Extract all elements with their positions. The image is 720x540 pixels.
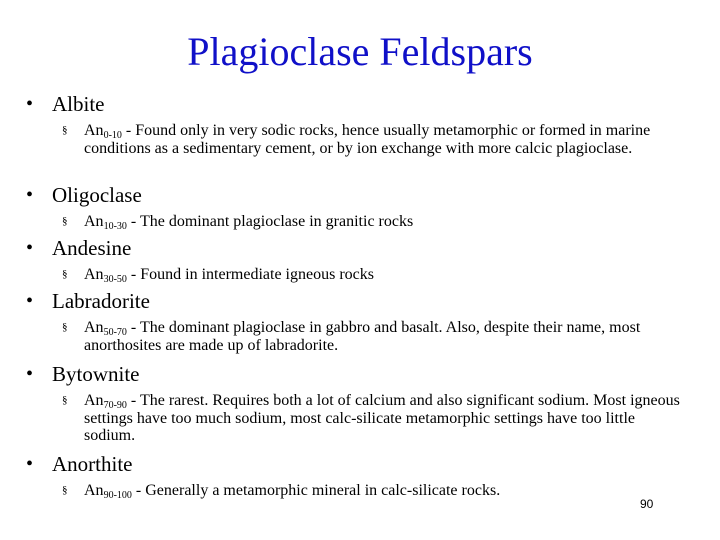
square-bullet-icon: § <box>62 394 68 406</box>
mineral-name: Anorthite <box>52 452 133 476</box>
bullet-icon: • <box>26 93 34 115</box>
bullet-icon: • <box>26 453 34 475</box>
square-bullet-icon: § <box>62 268 68 280</box>
list-item-bytownite <box>26 362 696 445</box>
an-prefix: An <box>84 319 104 336</box>
square-bullet-icon: § <box>62 484 68 496</box>
square-bullet-icon: § <box>62 321 68 333</box>
mineral-name: Albite <box>52 92 105 116</box>
bullet-icon: • <box>26 184 34 206</box>
square-bullet-icon: § <box>62 215 68 227</box>
an-prefix: An <box>84 482 104 499</box>
an-range: 90-100 <box>103 490 132 501</box>
mineral-description: - The rarest. Requires both a lot of calcium and also significant sodium. Most igneous settings have too much sodium, most calc-silicate metamorphic settings have too little sodium. <box>84 392 680 444</box>
bullet-icon: • <box>26 237 34 259</box>
an-prefix: An <box>84 392 104 409</box>
an-range: 10-30 <box>103 221 127 232</box>
mineral-description: - Found only in very sodic rocks, hence usually metamorphic or formed in marine conditions as a sedimentary cement, or by ion exchange with more calcic plagioclase. <box>84 122 651 157</box>
an-range: 50-70 <box>103 327 127 338</box>
list-item-andesine <box>26 236 696 284</box>
bullet-icon: • <box>26 290 34 312</box>
mineral-description: - The dominant plagioclase in granitic rocks <box>126 213 414 230</box>
mineral-description: - The dominant plagioclase in gabbro and basalt. Also, despite their name, most anorthosites are made up of labradorite. <box>84 319 641 354</box>
mineral-description: - Generally a metamorphic mineral in calc-silicate rocks. <box>131 482 501 499</box>
list-item-labradorite <box>26 289 696 354</box>
mineral-name: Bytownite <box>52 362 140 386</box>
slide-title: Plagioclase Feldspars <box>187 29 533 74</box>
page-number: 90 <box>640 497 654 511</box>
mineral-description: - Found in intermediate igneous rocks <box>126 266 374 283</box>
an-prefix: An <box>84 213 104 230</box>
list-item-albite <box>26 92 696 157</box>
mineral-name: Labradorite <box>52 289 150 313</box>
an-prefix: An <box>84 122 104 139</box>
an-range: 30-50 <box>103 274 127 285</box>
mineral-name: Oligoclase <box>52 183 142 207</box>
an-prefix: An <box>84 266 104 283</box>
mineral-name: Andesine <box>52 236 132 260</box>
an-range: 70-90 <box>103 400 127 411</box>
square-bullet-icon: § <box>62 124 68 136</box>
an-range: 0-10 <box>103 130 122 141</box>
list-item-oligoclase <box>26 183 696 231</box>
bullet-icon: • <box>26 363 34 385</box>
list-item-anorthite <box>26 452 696 500</box>
